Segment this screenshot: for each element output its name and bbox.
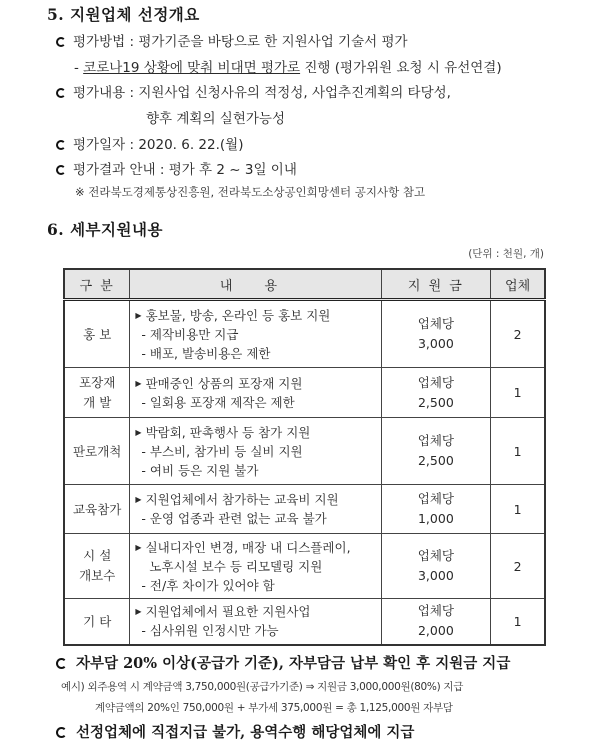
table-row <box>64 485 545 534</box>
row-category: 시 설 개보수 <box>64 534 130 599</box>
row-category: 교육참가 <box>64 485 130 534</box>
row-content: ▶ 판매중인 상품의 포장재 지원 - 일회용 포장재 제작은 제한 <box>130 368 381 418</box>
circle-bullet-icon <box>56 88 66 98</box>
unit-label: (단위 : 천원, 개) <box>468 248 544 260</box>
row-amount: 업체당 2,500 <box>381 418 491 485</box>
triangle-bullet-icon: ▶ <box>135 495 142 504</box>
circle-bullet-icon <box>56 140 66 150</box>
table-header-row <box>64 269 545 300</box>
triangle-bullet-icon: ▶ <box>135 542 142 552</box>
triangle-bullet-icon: ▶ <box>135 607 142 617</box>
row-category: 홍 보 <box>64 300 130 368</box>
triangle-bullet-icon: ▶ <box>135 427 142 437</box>
eval-content-text: 지원사업 신청사유의 적정성, 사업추진계획의 타당성, <box>138 85 451 101</box>
triangle-bullet-icon: ▶ <box>135 310 142 320</box>
row-amount: 업체당 2,500 <box>381 368 491 418</box>
circle-bullet-icon <box>56 727 67 738</box>
section5-title: 5. 지원업체 선정개요 <box>47 5 200 24</box>
eval-method-label: 평가방법 <box>73 34 126 50</box>
row-count: 1 <box>491 485 545 534</box>
row-count: 2 <box>491 300 545 368</box>
eval-date-label: 평가일자 <box>73 137 126 153</box>
header-count: 업체 <box>491 269 545 300</box>
eval-result-text: 평가 후 2 ~ 3일 이내 <box>168 162 297 178</box>
row-content: ▶ 지원업체에서 필요한 지원사업 - 심사위원 인정시만 가능 <box>130 599 381 645</box>
row-amount: 업체당 3,000 <box>381 534 491 599</box>
row-count: 2 <box>491 534 545 599</box>
eval-date-text: 2020. 6. 22.(월) <box>138 137 244 153</box>
section6-title: 6. 세부지원내용 <box>47 220 163 239</box>
eval-date: 평가일자 : 2020. 6. 22.(월) <box>56 133 243 153</box>
table-row <box>64 534 545 599</box>
row-count: 1 <box>491 599 545 645</box>
eval-method-sub-note: - 코로나19 상황에 맞춰 비대면 평가로 진행 (평가위원 요청 시 유선연결) <box>74 60 502 76</box>
header-category: 구 분 <box>64 269 130 300</box>
row-content: ▶ 지원업체에서 참가하는 교육비 지원 - 운영 업종과 관련 없는 교육 불가 <box>130 485 381 534</box>
row-amount: 업체당 3,000 <box>381 300 491 368</box>
row-content: ▶ 박람회, 판촉행사 등 참가 지원 - 부스비, 참가비 등 실비 지원 - 여비 등은 지원 불가 <box>130 418 381 485</box>
table-row <box>64 368 545 418</box>
row-count: 1 <box>491 418 545 485</box>
row-category: 기 타 <box>64 599 130 645</box>
example-line-2: 계약금액의 20%인 750,000원 + 부가세 375,000원 = 총 1,125,000원 자부담 <box>95 702 453 714</box>
eval-content-cont: 향후 계획의 실현가능성 <box>146 111 285 127</box>
circle-bullet-icon <box>56 37 66 47</box>
circle-bullet-icon <box>56 658 67 669</box>
table-row <box>64 418 545 485</box>
row-category: 판로개척 <box>64 418 130 485</box>
eval-content-label: 평가내용 <box>73 85 126 101</box>
header-content: 내 용 <box>130 269 381 300</box>
eval-method-text: 평가기준을 바탕으로 한 지원사업 기술서 평가 <box>138 34 408 50</box>
row-content: ▶ 홍보물, 방송, 온라인 등 홍보 지원 - 제작비용만 지급 - 배포, 발송비용은 제한 <box>130 300 381 368</box>
row-category: 포장재 개 발 <box>64 368 130 418</box>
header-amount: 지 원 금 <box>381 269 491 300</box>
row-amount: 업체당 2,000 <box>381 599 491 645</box>
example-line-1: 예시) 외주용역 시 계약금액 3,750,000원(공급가기준) ⇒ 지원금 3,000,000원(80%) 지급 <box>61 681 464 693</box>
eval-result-label: 평가결과 안내 <box>73 162 156 178</box>
row-count: 1 <box>491 368 545 418</box>
row-amount: 업체당 1,000 <box>381 485 491 534</box>
row-content: ▶ 실내디자인 변경, 매장 내 디스플레이, 노후시설 보수 등 리모델링 지원 - 전/후 차이가 있어야 함 <box>130 534 381 599</box>
eval-result: 평가결과 안내 : 평가 후 2 ~ 3일 이내 <box>56 158 297 178</box>
reference-note: ※ 전라북도경제통상진흥원, 전라북도소상공인희망센터 공지사항 참고 <box>75 185 426 199</box>
circle-bullet-icon <box>56 165 66 175</box>
triangle-bullet-icon: ▶ <box>135 378 142 388</box>
direct-pay-point: 선정업체에 직접지급 불가, 용역수행 해당업체에 지급 <box>56 721 414 742</box>
support-detail-table <box>63 268 546 646</box>
self-pay-point: 자부담 20% 이상(공급가 기준), 자부담금 납부 확인 후 지원금 지급 <box>56 652 510 673</box>
table-row <box>64 599 545 645</box>
eval-content: 평가내용 : 지원사업 신청사유의 적정성, 사업추진계획의 타당성, <box>56 81 451 101</box>
eval-method: 평가방법 : 평가기준을 바탕으로 한 지원사업 기술서 평가 <box>56 30 408 50</box>
table-row <box>64 300 545 368</box>
